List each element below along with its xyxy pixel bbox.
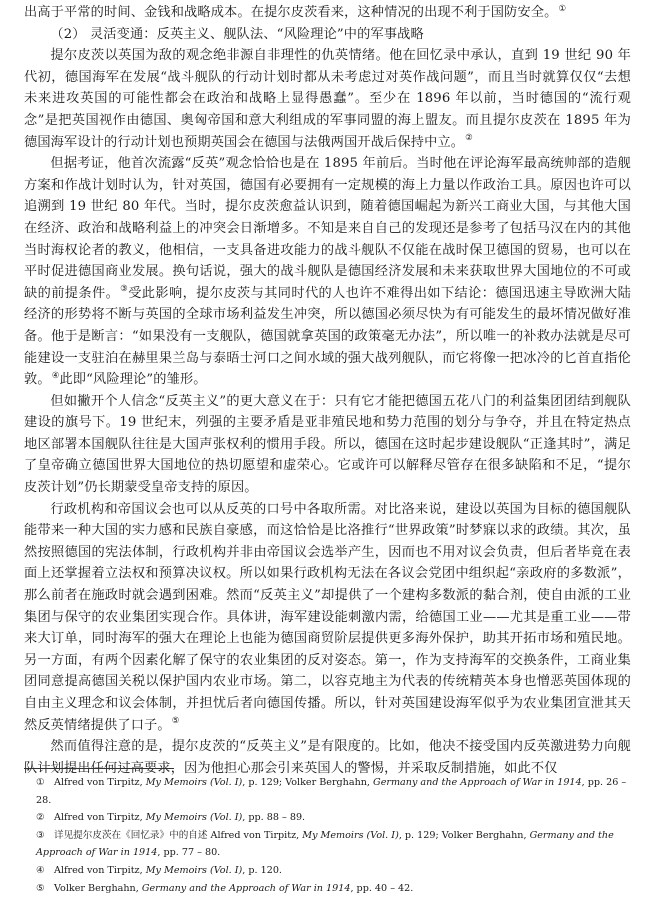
footnote-text: 详见提尔皮茨在《回忆录》中的自述 Alfred von Tirpitz, <box>54 829 303 841</box>
paragraph <box>24 736 631 779</box>
footnote-divider <box>24 768 174 769</box>
paragraph <box>24 2 631 24</box>
paragraph <box>24 153 631 391</box>
footnote-ref[interactable]: ② <box>465 133 473 144</box>
footnote-title: My Memoirs (Vol. I) <box>145 777 243 788</box>
paragraph <box>24 391 631 499</box>
footnote-text: , p. 129; Volker Berghahn, <box>398 829 530 841</box>
footnote-text: , pp. 77 – 80. <box>157 847 221 859</box>
footnote-text: Volker Berghahn, <box>54 882 142 894</box>
footnote-text: Alfred von Tirpitz, <box>54 777 146 788</box>
footnote-text: , pp. 88 – 89. <box>242 812 306 824</box>
paragraph-text: 提尔皮茨以英国为敌的观念绝非源自非理性的仇英情绪。他在回忆录中承认，直到 19 世纪 90 年代初，德国海军在发展“战斗舰队的行动计划时都从未考虑过对英作战问题”，而且当时就算仅仅“去想未来进攻英国的可能性都会在政治和战略上显得愚蠢”。至少在 1896 年以前，当时德国的“流行观念”是把英国视作由德国、奥匈帝国和意大利组成的军事同盟的海上盟友。而且提尔皮茨在 1895 年为德国海军设计的行动计划也预期英国会在德国与法俄两国开战后保持中立。 <box>24 48 631 150</box>
paragraph-text: 但如撇开个人信念“反英主义”的更大意义在于：只有它才能把德国五花八门的利益集团团结到舰队建设的旗号下。19 世纪末，列强的主要矛盾是亚非殖民地和势力范围的划分与争夺，并且在特定热点地区部署本国舰队往往是大国声张权利的惯用手段。所以，德国在这时起步建设舰队“正逢其时”，满足了皇帝确立德国世界大国地位的热切愿望和虚荣心。它或许可以解释尽管存在很多缺陷和不足，“提尔皮茨计划”仍长期蒙受皇帝支持的原因。 <box>24 393 631 496</box>
footnote-title: My Memoirs (Vol. I) <box>302 829 399 841</box>
footnote <box>24 827 631 862</box>
footnote <box>24 862 631 880</box>
footnote-text: , pp. 26 – 28. <box>36 777 627 806</box>
section-heading <box>24 24 631 46</box>
footnote-text: Alfred von Tirpitz, <box>54 864 146 876</box>
footnote-title: My Memoirs (Vol. I) <box>145 864 243 876</box>
paragraph-text: 受此影响，提尔皮茨与其同时代的人也许不难得出如下结论：德国迅速主导欧洲大陆经济的形势将不断与英国的全球市场利益发生冲突，所以德国必须尽快为有可能发生的最坏情况做好准备。他于是断言：“如果没有一支舰队，德国就拿英国的政策毫无办法”，所以唯一的补救办法就是尽可能建设一支驻泊在赫里果兰岛与泰晤士河口之间水域的强大战列舰队，而它将像一把冰冷的匕首直指伦敦。 <box>24 285 631 388</box>
heading-text: （2） 灵活变通：反英主义、舰队法、“风险理论”中的军事战略 <box>50 26 424 42</box>
footnote-text: , pp. 40 – 42. <box>350 882 414 894</box>
paragraph <box>24 45 631 153</box>
body-text <box>24 2 631 779</box>
footnote-number: ④ <box>36 864 45 876</box>
footnotes <box>24 774 631 897</box>
footnote-number: ③ <box>36 829 45 841</box>
footnote-title: Germany and the Approach of War in 1914 <box>141 882 351 894</box>
paragraph-text: 出高于平常的时间、金钱和战略成本。在提尔皮茨看来，这种情况的出现不利于国防安全。 <box>24 5 558 20</box>
paragraph-text: 然而值得注意的是，提尔皮茨的“反英主义”是有限度的。比如，他决不接受国内反英激进势力向舰队计划提出任何过高要求，因为他担心那会引来英国人的警惕，并采取反制措施，如此不仅 <box>24 739 631 776</box>
footnote-number: ① <box>36 777 45 788</box>
footnote-title: Germany and the Approach of War in 1914 <box>36 829 614 859</box>
footnote <box>24 880 631 897</box>
paragraph-text: 此即“风险理论”的雏形。 <box>59 372 207 388</box>
footnote-ref[interactable]: ① <box>558 3 567 14</box>
footnote-text: Alfred von Tirpitz, <box>54 812 146 824</box>
footnote-title: My Memoirs (Vol. I) <box>145 812 243 824</box>
footnote-ref[interactable]: ③ <box>120 284 129 295</box>
paragraph-text: 行政机构和帝国议会也可以从反英的口号中各取所需。对比洛来说，建设以英国为目标的德国舰队能带来一种大国的实力感和民族自豪感，而这恰恰是比洛推行“世界政策”时梦寐以求的政绩。其次，虽然按照德国的宪法体制，行政机构并非由帝国议会选举产生，因而也不用对议会负责，但后者毕竟在表面上还掌握着立法权和预算决议权。所以如果行政机构无法在各议会党团中组织起“亲政府的多数派”，那么前者在施政时就会遇到困难。然而“反英主义”却提供了一个建构多数派的黏合剂，使自由派的工业集团与保守的农业集团实现合作。具体讲，海军建设能刺激内需，给德国工业——尤其是重工业——带来大订单，同时海军的强大在理论上也能为德国商贸阶层提供更多海外保护，助其开拓市场和殖民地。另一方面，有两个因素化解了保守的农业集团的反对姿态。第一，作为支持海军的交换条件，工商业集团同意提高德国关税以保护国内农业市场。第二，以容克地主为代表的传统精英本身也憎恶英国体现的自由主义理念和议会体制，并担忧后者向德国传播。所以，针对英国建设海军似乎为农业集团宣泄其天然反英情绪提供了口子。 <box>24 501 631 733</box>
footnote-text: , p. 120. <box>242 864 282 876</box>
paragraph-text: 但据考证，他首次流露“反英”观念恰恰也是在 1895 年前后。当时他在评论海军最高统帅部的造舰方案和作战计划时认为，针对英国，德国有必要拥有一定规模的海上力量以作政治工具。原因也许可以追溯到 19 世纪 80 年代。当时，提尔皮茨愈益认识到，随着德国崛起为新兴工商业大国，与其他大国在经济、政治和战略利益上的冲突会日渐增多。不知是来自自己的发现还是参考了包括马汉在内的其他当时海权论者的教义，他相信，一支具备进攻能力的战斗舰队不仅能在战时保卫德国的贸易，也可以在平时促进德国商业发展。换句话说，强大的战斗舰队是德国经济发展和未来获取世界大国地位的不可或缺的前提条件。 <box>24 156 631 301</box>
footnote-number: ② <box>36 812 45 824</box>
footnote <box>24 809 631 827</box>
paragraph <box>24 499 631 737</box>
footnote <box>24 774 631 809</box>
footnote-ref[interactable]: ④ <box>51 370 60 381</box>
footnote-title: Germany and the Approach of War in 1914 <box>373 777 582 788</box>
footnote-text: , p. 129; Volker Berghahn, <box>242 777 374 788</box>
footnote-ref[interactable]: ⑤ <box>171 716 180 727</box>
footnote-number: ⑤ <box>36 882 45 894</box>
